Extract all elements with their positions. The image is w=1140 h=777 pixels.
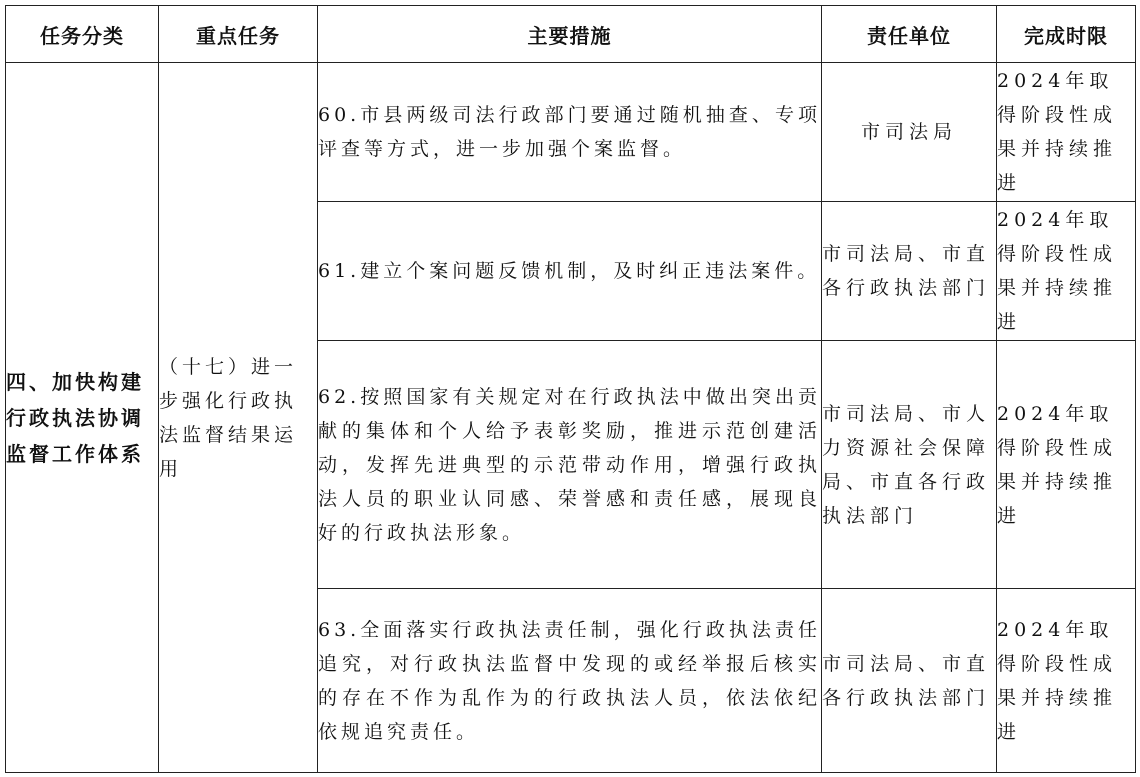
measure-cell: 61.建立个案问题反馈机制，及时纠正违法案件。 — [318, 202, 822, 341]
key-task-cell: （十七）进一步强化行政执法监督结果运用 — [159, 63, 318, 773]
category-cell: 四、加快构建行政执法协调监督工作体系 — [6, 63, 159, 773]
measure-cell: 63.全面落实行政执法责任制，强化行政执法责任追究，对行政执法监督中发现的或经举报后核实的存在不作为乱作为的行政执法人员，依法依纪依规追究责任。 — [318, 589, 822, 773]
header-responsible: 责任单位 — [822, 6, 997, 63]
header-key-task: 重点任务 — [159, 6, 318, 63]
measure-cell: 62.按照国家有关规定对在行政执法中做出突出贡献的集体和个人给予表彰奖励，推进示范创建活动，发挥先进典型的示范带动作用，增强行政执法人员的职业认同感、荣誉感和责任感，展现良好的行政执法形象。 — [318, 341, 822, 589]
responsible-cell: 市司法局 — [822, 63, 997, 202]
table-row — [6, 63, 1136, 202]
responsible-cell: 市司法局、市直各行政执法部门 — [822, 202, 997, 341]
header-category: 任务分类 — [6, 6, 159, 63]
deadline-cell: 2024年取得阶段性成果并持续推进 — [997, 589, 1136, 773]
deadline-cell: 2024年取得阶段性成果并持续推进 — [997, 63, 1136, 202]
header-deadline: 完成时限 — [997, 6, 1136, 63]
measure-cell: 60.市县两级司法行政部门要通过随机抽查、专项评查等方式，进一步加强个案监督。 — [318, 63, 822, 202]
task-table — [5, 5, 1136, 773]
header-row — [6, 6, 1136, 63]
responsible-cell: 市司法局、市直各行政执法部门 — [822, 589, 997, 773]
deadline-cell: 2024年取得阶段性成果并持续推进 — [997, 202, 1136, 341]
deadline-cell: 2024年取得阶段性成果并持续推进 — [997, 341, 1136, 589]
responsible-cell: 市司法局、市人力资源社会保障局、市直各行政执法部门 — [822, 341, 997, 589]
header-measures: 主要措施 — [318, 6, 822, 63]
